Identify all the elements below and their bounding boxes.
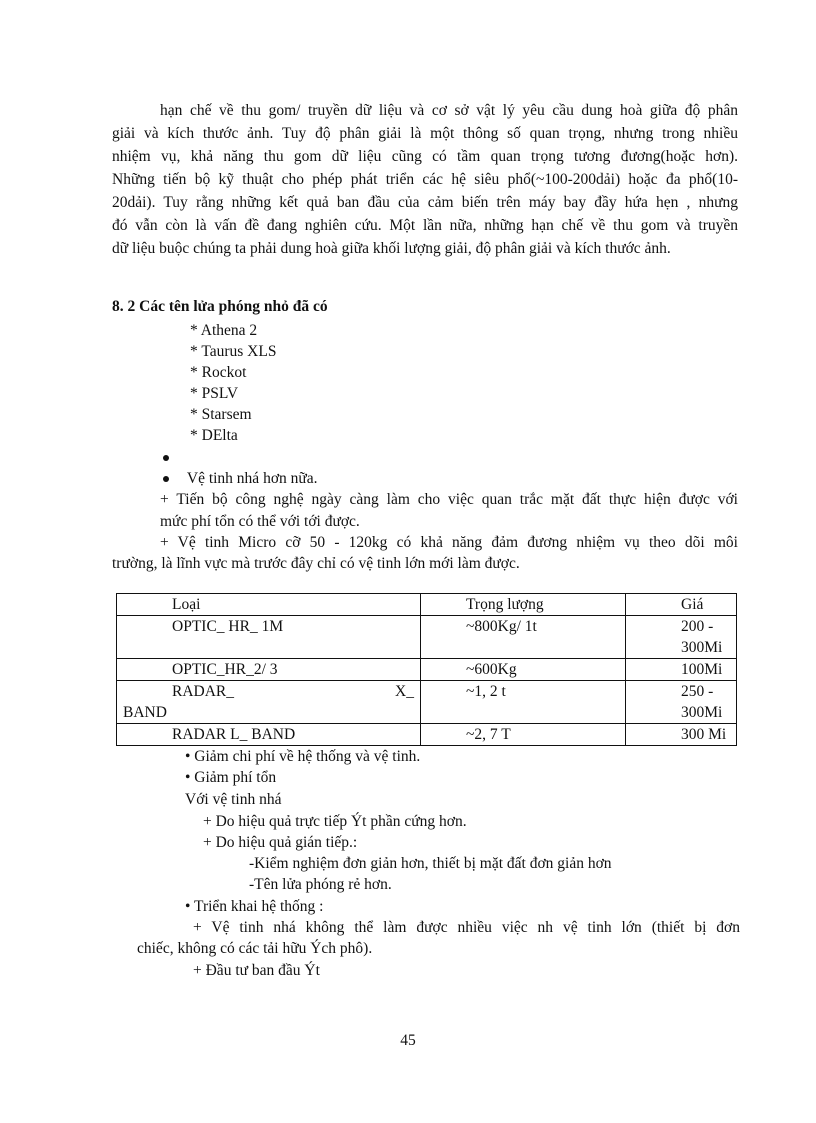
satellite-cost-table — [116, 593, 737, 746]
rocket-item: * DElta — [190, 427, 238, 444]
cell-weight: ~2, 7 T — [421, 724, 626, 746]
rocket-item: * Rockot — [190, 364, 247, 381]
cell-type: RADAR_ X_ BAND — [117, 681, 421, 724]
rocket-item: * PSLV — [190, 385, 239, 402]
intro-line-4: Những tiến bộ kỹ thuật cho phép phát triển các hệ siêu phổ(~100-200dải) hoặc đa phổ(10- — [112, 171, 738, 188]
reduce-system-cost: • Giảm chi phí về hệ thống và vệ tinh. — [185, 748, 421, 765]
micro-line-2: trường, là lĩnh vực mà trước đây chỉ có vệ tinh lớn mới làm được. — [112, 555, 520, 572]
cell-weight: ~1, 2 t — [421, 681, 626, 724]
small-sat-bullet — [163, 468, 318, 490]
table-row — [117, 724, 737, 746]
with-small-sat: Với vệ tinh nhá — [185, 791, 282, 808]
bullet-dot-icon — [163, 455, 169, 461]
bullet-dot-icon — [163, 476, 169, 482]
rocket-item: * Athena 2 — [190, 322, 258, 339]
rocket-item: * Starsem — [190, 406, 252, 423]
cell-price: 250 - 300Mi — [626, 681, 737, 724]
small-sat-bullet-text: Vệ tinh nhá hơn nữa. — [186, 470, 318, 487]
cell-price: 300 Mi — [626, 724, 737, 746]
rocket-item: * Taurus XLS — [190, 343, 277, 360]
progress-line-2: mức phí tổn có thể với tới được. — [160, 513, 360, 530]
table-row — [117, 659, 737, 681]
table-row — [117, 681, 737, 724]
indirect-effect: + Do hiệu quả gián tiếp.: — [203, 834, 358, 851]
small-sat-limit-line-2: chiếc, không có các tải hữu Ých phô). — [137, 940, 373, 957]
intro-line-7: dữ liệu buộc chúng ta phải dung hoà giữa khối lượng giải, độ phân giải và kích thước ảnh. — [112, 240, 671, 257]
initial-investment: + Đầu tư ban đầu Ýt — [193, 962, 320, 979]
cell-weight: ~800Kg/ 1t — [421, 616, 626, 659]
micro-line-1: + Vệ tinh Micro cỡ 50 - 120kg có khả năng đảm đương nhiệm vụ theo dõi môi — [160, 534, 738, 551]
cell-type: OPTIC_HR_2/ 3 — [117, 659, 421, 681]
deploy-system: • Triển khai hệ thống : — [185, 898, 324, 915]
empty-bullet — [163, 447, 169, 469]
table-header-row — [117, 594, 737, 616]
reduce-cost: • Giảm phí tổn — [185, 769, 277, 786]
cell-weight: ~600Kg — [421, 659, 626, 681]
direct-effect: + Do hiệu quả trực tiếp Ýt phần cứng hơn. — [203, 813, 467, 830]
intro-line-3: nhiệm vụ, khả năng thu gom dữ liệu cũng có tầm quan trọng tương đương(hoặc hơn). — [112, 148, 738, 165]
section-heading: 8. 2 Các tên lửa phóng nhỏ đã có — [112, 298, 328, 315]
page-number: 45 — [400, 1032, 416, 1049]
header-type: Loại — [117, 594, 421, 616]
intro-line-5: 20dải). Tuy rằng những kết quả ban đầu của cảm biến trên máy bay đầy hứa hẹn , nhưng — [112, 194, 738, 211]
intro-line-2: giải và kích thước ảnh. Tuy độ phân giải là một thông số quan trọng, nhưng trong nhiều — [112, 125, 738, 142]
header-weight: Trọng lượng — [421, 594, 626, 616]
cell-type: RADAR L_ BAND — [117, 724, 421, 746]
cell-type: OPTIC_ HR_ 1M — [117, 616, 421, 659]
cheaper-launch: -Tên lửa phóng rẻ hơn. — [249, 876, 392, 893]
simpler-verification: -Kiểm nghiệm đơn giản hơn, thiết bị mặt đất đơn giản hơn — [249, 855, 612, 872]
intro-line-6: đó vẫn còn là vấn đề đang nghiên cứu. Một lần nữa, những hạn chế về thu gom và truyền — [112, 217, 738, 234]
table-row — [117, 616, 737, 659]
header-price: Giá — [626, 594, 737, 616]
cell-price: 100Mi — [626, 659, 737, 681]
cell-price: 200 - 300Mi — [626, 616, 737, 659]
intro-line-1: hạn chế về thu gom/ truyền dữ liệu và cơ sở vật lý yêu cầu dung hoà giữa độ phân — [160, 102, 738, 119]
small-sat-limit-line-1: + Vệ tinh nhá không thể làm được nhiều việc nh vệ tinh lớn (thiết bị đơn — [193, 919, 740, 936]
progress-line-1: + Tiến bộ công nghệ ngày càng làm cho việc quan trắc mặt đất thực hiện được với — [160, 491, 738, 508]
